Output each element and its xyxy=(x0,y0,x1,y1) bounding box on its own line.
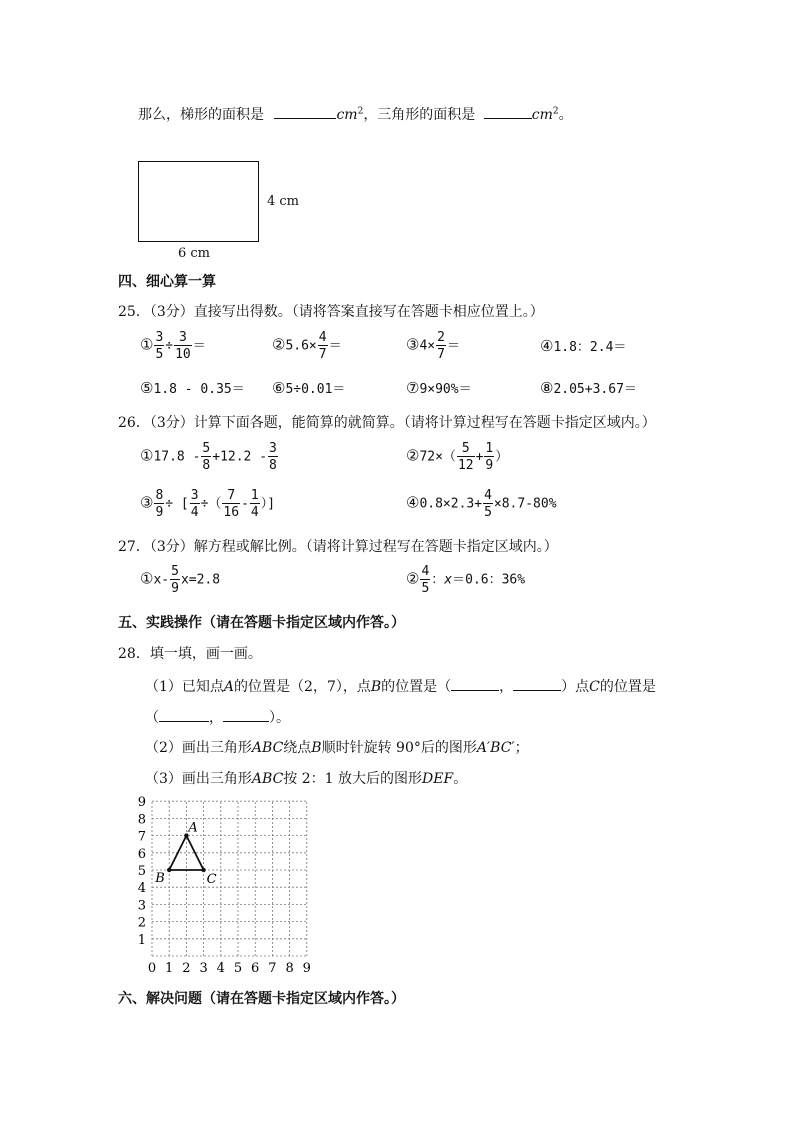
triangle-abc xyxy=(154,821,216,887)
q28-line-2: （ ， ）。 xyxy=(145,710,290,726)
coordinate-grid[interactable] xyxy=(130,795,315,977)
y-tick-label: 3 xyxy=(137,898,146,914)
point-c xyxy=(201,868,205,872)
q25-header: 25．（3分）直接写出得数。（请将答案直接写在答题卡相应位置上。） xyxy=(118,304,544,320)
grid-lines xyxy=(152,801,307,956)
y-tick-label: 8 xyxy=(137,812,146,828)
x-tick-label: 7 xyxy=(268,961,277,976)
point-c-y-blank[interactable] xyxy=(223,709,269,722)
x-tick-label: 9 xyxy=(302,961,311,976)
y-tick-label: 2 xyxy=(137,915,146,931)
point-label-a: A xyxy=(188,820,198,836)
x-tick-label: 0 xyxy=(147,961,157,976)
x-tick-label: 3 xyxy=(199,961,208,976)
q26-expr-1: ①17.8 - $\frac{5}{8}$ +12.2 - $\frac{3}{8}$ xyxy=(140,441,277,473)
section-5-title: 五、实践操作（请在答题卡指定区域内作答。） xyxy=(118,615,405,631)
q28-line-3: （2）画出三角形ABC绕点B顺时针旋转 90°后的图形A′BC′； xyxy=(145,740,529,756)
trapezoid-area-blank[interactable] xyxy=(274,106,336,119)
triangle-area-blank[interactable] xyxy=(484,106,532,119)
x-tick-label: 2 xyxy=(182,961,191,976)
y-tick-label: 9 xyxy=(137,795,146,811)
point-b xyxy=(167,868,171,872)
q25-item-3: ③4× $\frac{2}{7}$ ＝ xyxy=(406,330,460,362)
q27-header: 27．（3分）解方程或解比例。（请将计算过程写在答题卡指定区域内。） xyxy=(118,539,558,555)
section-4-title: 四、细心算一算 xyxy=(118,274,216,290)
area-answer-line: 那么，梯形的面积是 $cm^2$，三角形的面积是 $cm^2$。 xyxy=(138,106,573,123)
x-tick-label: 4 xyxy=(216,961,225,976)
rectangle-shape xyxy=(138,161,259,242)
triangle-outline xyxy=(169,836,203,870)
q26-header: 26．（3分）计算下面各题，能简算的就简算。（请将计算过程写在答题卡指定区域内。） xyxy=(118,415,656,431)
q28-line-1: （1）已知点A的位置是（2，7），点B的位置是（ ， ）点C的位置是 xyxy=(145,679,656,695)
q26-expr-2: ②72×（ $\frac{5}{12}$ + $\frac{1}{9}$ ） xyxy=(406,441,509,473)
q25-item-4: ④1.8：2.4＝ xyxy=(540,337,627,355)
q27-eq-1: ①x- $\frac{5}{9}$ x=2.8 xyxy=(140,564,221,596)
y-tick-label: 4 xyxy=(137,881,146,897)
x-tick-label: 1 xyxy=(165,961,174,976)
point-b-x-blank[interactable] xyxy=(451,678,499,691)
y-tick-label: 7 xyxy=(137,829,146,845)
q28-line-4: （3）画出三角形ABC按 2：1 放大后的图形DEF。 xyxy=(145,771,468,787)
x-tick-label: 8 xyxy=(285,961,294,976)
y-tick-label: 1 xyxy=(137,932,146,948)
q25-item-2: ②5.6× $\frac{4}{7}$ ＝ xyxy=(272,330,342,362)
y-tick-label: 5 xyxy=(137,864,146,879)
point-b-y-blank[interactable] xyxy=(513,678,561,691)
point-label-b: B xyxy=(155,871,165,886)
x-tick-label: 6 xyxy=(251,961,260,976)
q27-eq-2: ② $\frac{4}{5}$ ：x＝0.6：36% xyxy=(406,564,526,596)
q26-expr-4: ④0.8×2.3+ $\frac{4}{5}$ ×8.7-80% xyxy=(406,488,557,520)
q25-item-1: ① $\frac{3}{5}$ ÷ $\frac{3}{10}$ ＝ xyxy=(140,330,206,362)
q28-header: 28．填一填，画一画。 xyxy=(118,646,262,662)
q25-item-7: ⑦9×90%＝ xyxy=(406,379,472,397)
q25-item-6: ⑥5÷0.01＝ xyxy=(272,379,346,397)
q25-item-5: ⑤1.8 - 0.35＝ xyxy=(140,379,245,397)
point-label-c: C xyxy=(206,872,217,887)
x-tick-label: 5 xyxy=(233,961,243,976)
q25-item-8: ⑧2.05+3.67＝ xyxy=(540,379,637,397)
q26-expr-3: ③ $\frac{8}{9}$ ÷ [ $\frac{3}{4}$ ÷（ $\frac{7}{16}$ - $\frac{1}{4}$ ）] xyxy=(140,488,276,520)
rectangle-height-label: 4 cm xyxy=(267,194,300,209)
section-6-title: 六、解决问题（请在答题卡指定区域内作答。） xyxy=(118,991,405,1007)
point-c-x-blank[interactable] xyxy=(159,709,209,722)
rectangle-width-label: 6 cm xyxy=(178,246,211,261)
y-tick-label: 6 xyxy=(137,846,146,862)
